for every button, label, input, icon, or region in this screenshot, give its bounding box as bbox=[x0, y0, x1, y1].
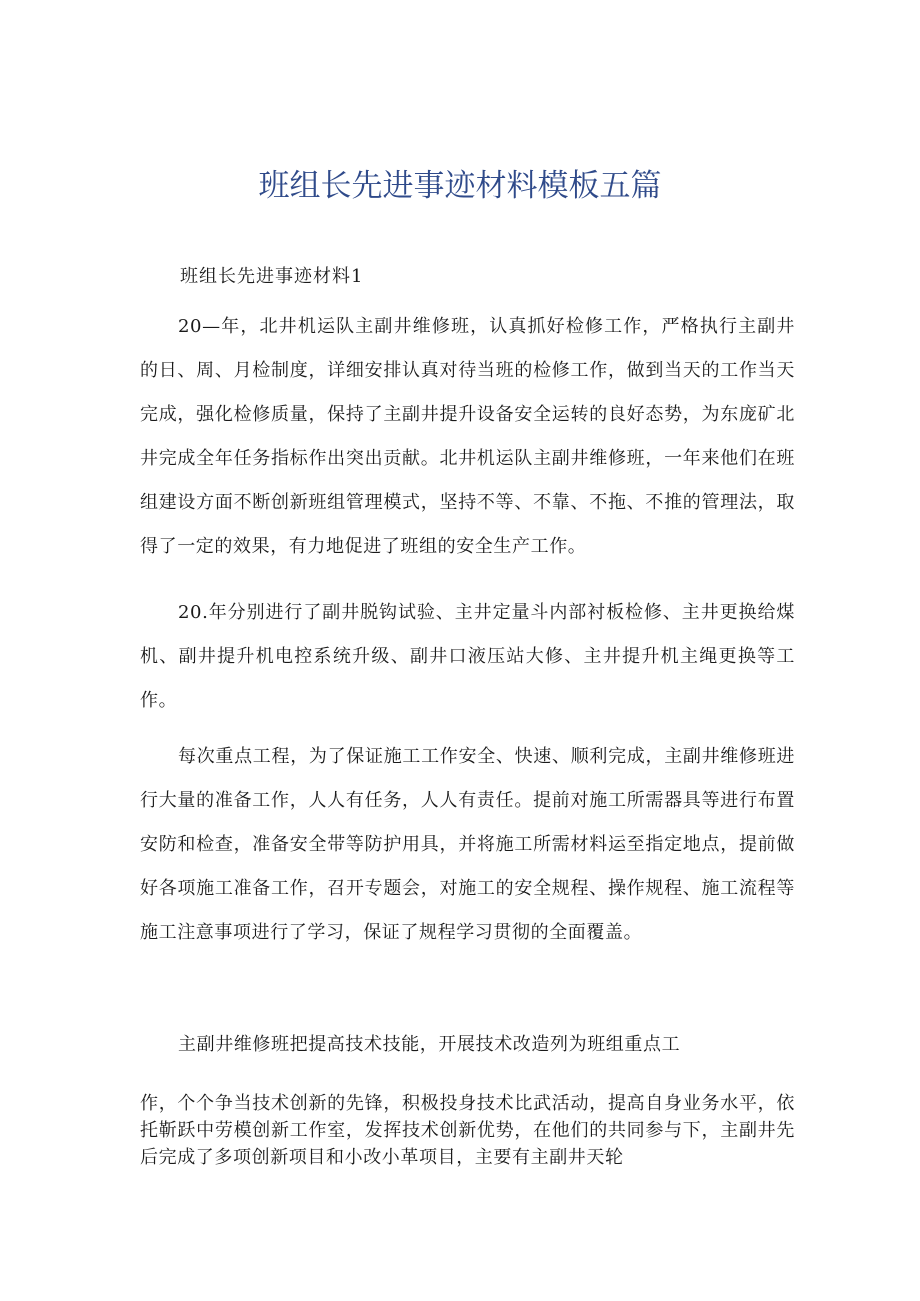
paragraph-3: 每次重点工程，为了保证施工工作安全、快速、顺利完成，主副井维修班进行大量的准备工作，人人有任务，人人有责任。提前对施工所需器具等进行布置安防和检查，准备安全带等防护用具，并将施工所需材料运至指定地点，提前做好各项施工准备工作，召开专题会，对施工的安全规程、操作规程、施工流程等施工注意事项进行了学习，保证了规程学习贯彻的全面覆盖。 bbox=[140, 746, 795, 943]
document-title: 班组长先进事迹材料模板五篇 bbox=[258, 168, 662, 204]
section-heading: 班组长先进事迹材料1 bbox=[180, 266, 364, 287]
paragraph-2: 20.年分别进行了副井脱钩试验、主井定量斗内部衬板检修、主井更换给煤机、副井提升机电控系统升级、副井口液压站大修、主井提升机主绳更换等工作。 bbox=[140, 602, 795, 711]
paragraph-4: 主副井维修班把提高技术技能，开展技术改造列为班组重点工 bbox=[178, 1034, 681, 1055]
paragraph-5: 作，个个争当技术创新的先锋，积极投身技术比武活动，提高自身业务水平，依托靳跃中劳模创新工作室，发挥技术创新优势，在他们的共同参与下，主副井先后完成了多项创新项目和小改小革项目，主要有主副井天轮 bbox=[140, 1093, 795, 1168]
paragraph-1: 20—年，北井机运队主副井维修班，认真抓好检修工作，严格执行主副井的日、周、月检制度，详细安排认真对待当班的检修工作，做到当天的工作当天完成，强化检修质量，保持了主副井提升设备安全运转的良好态势，为东庞矿北井完成全年任务指标作出突出贡献。北井机运队主副井维修班，一年来他们在班组建设方面不断创新班组管理模式，坚持不等、不靠、不拖、不推的管理法，取得了一定的效果，有力地促进了班组的安全生产工作。 bbox=[140, 316, 795, 557]
